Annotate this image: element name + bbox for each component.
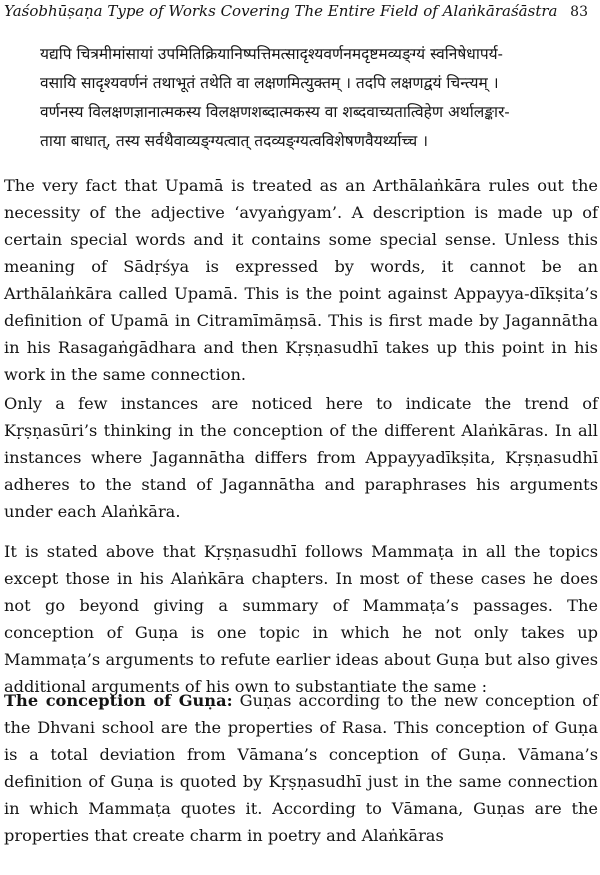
page-header <box>4 2 588 26</box>
body-paragraph <box>4 687 598 849</box>
sanskrit-line: यद्यपि चित्रमीमांसायां उपमितिक्रियानिष्पत्तिमत्सादृश्यवर्णनमदृष्टमव्यङ्ग्यं स्वनिषेधापर्य- <box>40 45 503 63</box>
section-heading: The conception of Guṇa: <box>4 691 233 710</box>
sanskrit-line: ताया बाधात्, तस्य सर्वथैवाव्यङ्ग्यत्वात् तदव्यङ्ग्यत्वविशेषणवैयर्थ्याच्च । <box>40 132 429 150</box>
body-paragraph: The very fact that Upamā is treated as an Arthālaṅkāra rules out the necessity of the adjective ‘avyaṅgyam’. A description is made up of certain special words and it contains some special sense. Unless this meaning of Sādṛśya is expressed by words, it cannot be an Arthālaṅkāra called Upamā. This is the point against Appayya-dīkṣita’s definition of Upamā in Citramīmāṃsā. This is first made by Jagannātha in his Rasagaṅgādhara and then Kṛṣṇasudhī takes up this point in his work in the same connection. <box>4 176 598 384</box>
sanskrit-line: वर्णनस्य विलक्षणज्ञानात्मकस्य विलक्षणशब्दात्मकस्य वा शब्दवाच्यतात्विहेण अर्थालङ्कार- <box>40 103 510 121</box>
paragraph-text: Guṇas according to the new conception of the Dhvani school are the properties of Rasa. This conception of Guṇa is a total deviation from Vāmana’s conception of Guṇa. Vāmana’s definition of Guṇa is quoted by Kṛṣṇasudhī just in the same connection in which Mammaṭa quotes it. According to Vāmana, Guṇas are the properties that create charm in poetry and Alaṅkāras <box>4 691 598 845</box>
running-title: Yaśobhūṣaṇa Type of Works Covering The Entire Field of Alaṅkāraśāstra <box>4 2 558 20</box>
page-number: 83 <box>570 4 588 20</box>
body-paragraph: It is stated above that Kṛṣṇasudhī follows Mammaṭa in all the topics except those in his Alaṅkāra chapters. In most of these cases he does not go beyond giving a summary of Mammaṭa’s passages. The conception of Guṇa is one topic in which he not only takes up Mammaṭa’s arguments to refute earlier ideas about Guṇa but also gives additional arguments of his own to substantiate the same : <box>4 542 598 696</box>
body-paragraph: Only a few instances are noticed here to indicate the trend of Kṛṣṇasūri’s thinking in the conception of the different Alaṅkāras. In all instances where Jagannātha differs from Appayyadīkṣita, Kṛṣṇasudhī adheres to the stand of Jagannātha and paraphrases his arguments under each Alaṅkāra. <box>4 394 598 521</box>
sanskrit-line: वसायि सादृश्यवर्णनं तथाभूतं तथेति वा लक्षणमित्युक्तम् । तदपि लक्षणद्वयं चिन्त्यम् । <box>40 74 499 92</box>
sanskrit-quote <box>40 40 596 156</box>
